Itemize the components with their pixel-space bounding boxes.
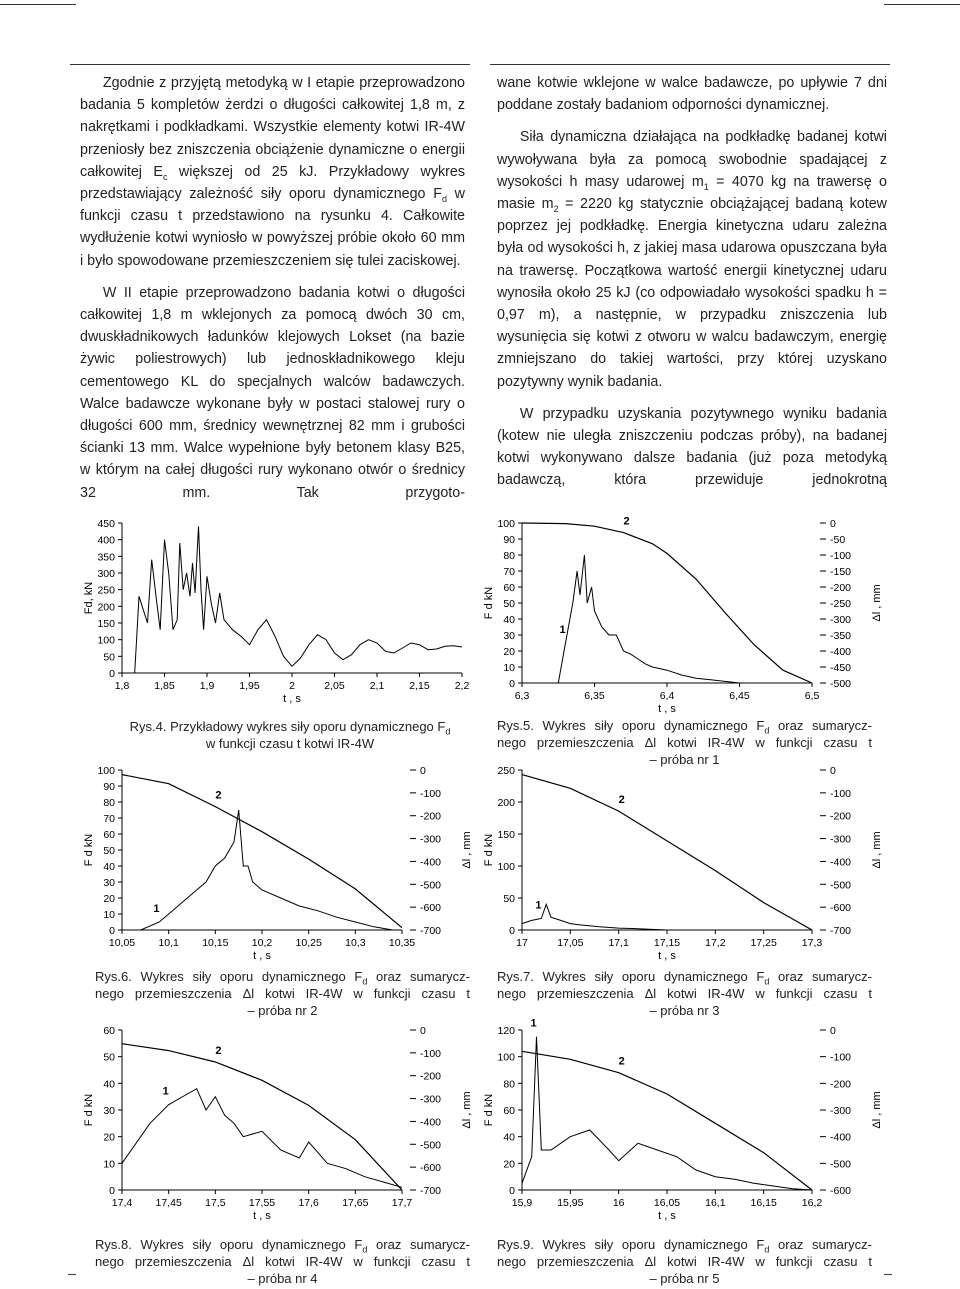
y-tick-label: 0 [109, 925, 115, 937]
x-tick-label: 10,25 [295, 937, 322, 949]
footer-mark-right [884, 1274, 892, 1275]
x-tick-label: 1,9 [199, 680, 215, 692]
y-tick-label: 250 [97, 584, 115, 597]
x-tick-label: 17,45 [155, 1197, 182, 1209]
annotation-2: 2 [215, 1045, 222, 1057]
figure-8 [80, 1022, 480, 1222]
x-tick-label: 2,15 [409, 680, 430, 692]
y-tick-label: 0 [509, 925, 515, 937]
caption-fig4: Rys.4. Przykładowy wykres siły oporu dynamicznego $F_d$ w funkcji czasu t kotwi IR-4W [129, 719, 451, 751]
chart-fig5 [480, 515, 890, 715]
x-axis-label: t , s [658, 950, 676, 962]
caption-fig8: Rys.8. Wykres siły oporu dynamicznego $F_d$ oraz sumarycz- nego przemieszczenia Δl kotwi IR-4W w funkcji czasu t – próba nr 4 [95, 1237, 470, 1286]
y2-tick-label: -300 [830, 614, 852, 626]
y-tick-label: 80 [103, 797, 115, 809]
figure-9 [480, 1017, 890, 1222]
y2-axis-label: Δl , mm [461, 831, 473, 869]
chart-fig6 [80, 762, 480, 962]
y2-tick-label: -700 [420, 1185, 442, 1197]
y2-tick-label: 0 [830, 518, 836, 530]
x-tick-label: 1,85 [154, 680, 175, 692]
y2-tick-label: -500 [420, 879, 442, 892]
x-tick-label: 2,05 [324, 680, 345, 692]
x-tick-label: 17,4 [111, 1197, 133, 1209]
x-tick-label: 2 [289, 680, 295, 692]
y2-tick-label: -100 [420, 1047, 442, 1060]
paragraph: W II etapie przeprowadzono badania kotwi o długości całkowitej 1,8 m wklejonych za pomocą dwóch 30 cm, dwuskładnikowych ładunków klejowych Lokset (na bazie żywic poliestrowych) lub jednoskładnikowego kleju cementowego KL do specjalnych walców badawczych. Walce badawcze wykonane były w postaci stalowej rury o długości 600 mm, średnicy wewnętrznej 82 mm i grubości ścianki 13 mm. Walce wypełnione były betonem klasy B25, w którym na całej długości rury wykonano otwór o średnicy 32 mm. Tak przygoto- [80, 284, 465, 501]
y-tick-label: 30 [103, 1105, 115, 1117]
series-line-1 [122, 810, 393, 930]
y-tick-label: 10 [103, 1158, 115, 1171]
x-tick-label: 10,05 [108, 937, 136, 949]
y-axis-label: F d kN [483, 833, 495, 867]
y-tick-label: 70 [103, 813, 115, 825]
paragraph: wane kotwie wklejone w walce badawcze, po upływie 7 dni poddane zostały badaniom odporności dynamicznej. [497, 75, 887, 114]
x-tick-label: 17,2 [705, 937, 726, 949]
y-tick-label: 60 [103, 1025, 115, 1037]
y2-tick-label: -300 [420, 833, 442, 846]
x-tick-label: 17,5 [205, 1197, 226, 1209]
caption-fig5: Rys.5. Wykres siły oporu dynamicznego $F_d$ oraz sumarycz- nego przemieszczenia Δl kotwi IR-4W w funkcji czasu t – próba nr 1 [497, 718, 872, 767]
x-tick-label: 17,05 [557, 937, 584, 949]
series-line-1 [522, 904, 715, 930]
x-tick-label: 15,95 [557, 1197, 584, 1209]
figure-7 [480, 762, 890, 962]
y2-tick-label: -600 [830, 902, 852, 915]
y-tick-label: 80 [503, 550, 515, 562]
y2-tick-label: -200 [420, 1070, 442, 1083]
x-tick-label: 17,6 [298, 1197, 319, 1209]
y-tick-label: 30 [103, 877, 115, 889]
y2-tick-label: -200 [830, 582, 852, 594]
y2-tick-label: -100 [830, 550, 852, 562]
x-tick-label: 6,4 [659, 690, 675, 702]
x-tick-label: 17,25 [750, 937, 777, 949]
x-tick-label: 10,15 [202, 937, 229, 949]
x-tick-label: 17 [516, 937, 528, 949]
y2-tick-label: -600 [420, 1162, 442, 1175]
y2-axis-label: Δl , mm [871, 584, 883, 622]
series-line-2 [522, 523, 812, 683]
x-axis-label: t , s [253, 1210, 271, 1222]
x-tick-label: 16,15 [750, 1197, 777, 1209]
annotation-2: 2 [618, 1055, 625, 1068]
y-tick-label: 50 [503, 893, 515, 905]
y-tick-label: 40 [503, 1131, 515, 1144]
y2-tick-label: -450 [830, 662, 852, 674]
y-tick-label: 80 [503, 1078, 515, 1091]
y-tick-label: 100 [97, 634, 115, 647]
y2-tick-label: -500 [420, 1139, 442, 1152]
paragraph: Siła dynamiczna działająca na podkładkę badanej kotwi wywoływana była za pomocą swobodnie spadającej z wysokości h masy udarowej $m_1 = 4070$ kg na trawersę o masie $m_2 = 2220$ kg statycznie obciążającej badaną kotew poprzez jej podkładkę. Energia kinetyczna udaru zależna była od wysokości h, z jakiej masa udarowa opuszczana była na trawersę. Początkowa wartość energii kinetycznej udaru wynosiła około 25 kJ (co odpowiadało wysokości spadku h = 0,97 m), a następnie, w przypadku zniszczenia lub wysunięcia się kotwi z otworu w walcu badawczym, energię zmniejszano do takiej wartości, przy której uzyskano pozytywny wynik badania. [497, 129, 887, 390]
x-axis-label: t , s [253, 950, 271, 962]
y2-tick-label: 0 [830, 765, 836, 777]
chart-fig4 [80, 515, 480, 705]
x-tick-label: 10,2 [251, 937, 273, 949]
column-rule-right [490, 64, 890, 65]
y-axis-label: F d kN [83, 833, 95, 867]
y-tick-label: 100 [97, 765, 115, 777]
y-axis-label: F d kN [83, 1093, 95, 1127]
series-line-2 [122, 1044, 402, 1190]
annotation-2: 2 [618, 794, 625, 807]
y-tick-label: 150 [97, 618, 115, 630]
y-tick-label: 60 [503, 1105, 515, 1117]
y-tick-label: 50 [503, 598, 515, 610]
x-tick-label: 1,95 [239, 680, 260, 692]
series-line-Fd [122, 526, 462, 673]
chart-fig9 [480, 1017, 890, 1222]
y2-tick-label: -400 [420, 1116, 442, 1129]
y2-tick-label: 0 [830, 1025, 836, 1037]
y-tick-label: 100 [497, 861, 515, 873]
x-tick-label: 6,35 [584, 690, 605, 702]
paragraph: Zgodnie z przyjętą metodyką w I etapie przeprowadzono badania 5 kompletów żerdzi o długości całkowitej 1,8 m, z nakrętkami i podkładkami. Wszystkie elementy kotwi IR-4W przeniosły bez zniszczenia obciążenie dynamiczne o energii całkowitej $E_c$ większej od 25 kJ. Przykładowy wykres przedstawiający zależność siły oporu dynamicznego $F_d$ w funkcji czasu t przedstawiono na rysunku 4. Całkowite wydłużenie kotwi wyniosło w powyższej próbie około 60 mm i było spowodowane przemieszczeniem się tulei zaciskowej. [80, 75, 465, 269]
header-rule-right [884, 4, 960, 5]
x-tick-label: 16,05 [653, 1197, 681, 1209]
series-line-2 [522, 775, 812, 930]
y-tick-label: 200 [497, 797, 515, 809]
annotation-1: 1 [162, 1085, 169, 1098]
annotation-1: 1 [530, 1017, 537, 1030]
annotation-2: 2 [623, 515, 630, 528]
y2-tick-label: -600 [420, 902, 442, 915]
y-tick-label: 40 [103, 1078, 115, 1091]
x-tick-label: 10,1 [158, 937, 179, 949]
y-tick-label: 120 [497, 1025, 515, 1037]
paragraph: W przypadku uzyskania pozytywnego wyniku badania (kotew nie uległa zniszczeniu podczas próby), na badanej kotwi wykonywano dalsze badania (już poza metodyką badawczą, która przewiduje jednokrotną [497, 405, 887, 489]
y2-tick-label: -500 [830, 678, 852, 690]
annotation-2: 2 [215, 789, 222, 802]
x-tick-label: 17,7 [391, 1197, 413, 1209]
y2-tick-label: 0 [420, 765, 426, 777]
y-tick-label: 40 [503, 614, 515, 626]
x-tick-label: 1,8 [114, 680, 130, 692]
y2-tick-label: -500 [830, 879, 852, 892]
y2-tick-label: -350 [830, 630, 852, 642]
y2-tick-label: -300 [420, 1093, 442, 1106]
x-tick-label: 16 [612, 1197, 625, 1209]
y2-tick-label: -400 [830, 856, 852, 869]
figure-5 [480, 515, 890, 715]
y-tick-label: 150 [497, 829, 515, 841]
x-tick-label: 6,5 [804, 690, 820, 702]
caption-fig6: Rys.6. Wykres siły oporu dynamicznego $F_d$ oraz sumarycz- nego przemieszczenia Δl kotwi IR-4W w funkcji czasu t – próba nr 2 [95, 969, 470, 1018]
x-axis-label: t , s [658, 703, 676, 715]
y2-tick-label: -300 [830, 833, 852, 846]
y-tick-label: 20 [103, 1131, 115, 1144]
series-line-2 [522, 1051, 812, 1190]
y2-tick-label: -100 [420, 787, 442, 800]
x-tick-label: 2,1 [369, 680, 385, 692]
caption-fig9: Rys.9. Wykres siły oporu dynamicznego $F_d$ oraz sumarycz- nego przemieszczenia Δl kotwi IR-4W w funkcji czasu t – próba nr 5 [497, 1237, 872, 1286]
y2-tick-label: -700 [420, 925, 442, 937]
x-tick-label: 17,65 [342, 1197, 369, 1209]
y2-tick-label: -200 [830, 810, 852, 823]
y2-tick-label: 0 [420, 1025, 426, 1037]
y-tick-label: 450 [97, 518, 115, 530]
chart-fig7 [480, 762, 890, 962]
annotation-1: 1 [535, 899, 542, 912]
y2-axis-label: Δl , mm [871, 831, 883, 869]
series-line-2 [122, 775, 402, 928]
footer-mark-left [68, 1274, 76, 1275]
y-tick-label: 90 [503, 534, 515, 546]
y-tick-label: 0 [509, 1185, 515, 1197]
figure-4 [80, 515, 480, 705]
x-tick-label: 16,1 [705, 1197, 726, 1209]
y2-tick-label: -400 [420, 856, 442, 869]
y-tick-label: 20 [103, 893, 115, 905]
y-tick-label: 200 [97, 601, 115, 614]
header-rule-left [0, 4, 76, 5]
y-tick-label: 300 [97, 568, 115, 580]
x-tick-label: 17,15 [653, 937, 681, 949]
y2-axis-label: Δl , mm [871, 1091, 883, 1129]
y-tick-label: 10 [503, 662, 515, 674]
x-tick-label: 15,9 [511, 1197, 533, 1209]
x-tick-label: 16,2 [801, 1197, 823, 1209]
y-tick-label: 70 [503, 566, 515, 578]
y-axis-label: F d kN [483, 586, 495, 620]
y2-tick-label: -600 [830, 1185, 852, 1197]
y-tick-label: 40 [103, 861, 115, 873]
x-tick-label: 10,3 [345, 937, 366, 949]
y-tick-label: 400 [97, 534, 115, 547]
y2-tick-label: -150 [830, 566, 852, 578]
x-tick-label: 6,45 [729, 690, 750, 702]
series-line-1 [522, 555, 754, 683]
caption-fig7: Rys.7. Wykres siły oporu dynamicznego $F_d$ oraz sumarycz- nego przemieszczenia Δl kotwi IR-4W w funkcji czasu t – próba nr 3 [497, 969, 872, 1018]
x-tick-label: 2,2 [454, 680, 470, 692]
y-tick-label: 10 [103, 909, 115, 921]
y-tick-label: 0 [109, 1185, 115, 1197]
x-tick-label: 17,3 [801, 937, 823, 949]
chart-fig8 [80, 1022, 480, 1222]
y2-tick-label: -200 [830, 1078, 852, 1091]
y2-tick-label: -200 [420, 810, 442, 823]
annotation-1: 1 [559, 624, 566, 636]
y-tick-label: 20 [503, 1158, 515, 1171]
series-line-1 [522, 1037, 812, 1190]
y2-tick-label: -700 [830, 925, 852, 937]
x-tick-label: 6,3 [514, 690, 530, 702]
y2-tick-label: -100 [830, 787, 852, 800]
column-rule-left [70, 64, 470, 65]
y2-tick-label: -100 [830, 1051, 852, 1064]
y-tick-label: 60 [503, 582, 515, 594]
y-tick-label: 90 [103, 781, 115, 793]
x-tick-label: 17,1 [608, 937, 629, 949]
y-tick-label: 50 [103, 845, 115, 857]
y2-tick-label: -400 [830, 646, 852, 658]
y-axis-label: Fd, kN [83, 581, 95, 615]
y2-tick-label: -400 [830, 1131, 852, 1144]
y-tick-label: 250 [497, 765, 515, 777]
y-tick-label: 50 [103, 1051, 115, 1064]
y2-tick-label: -50 [830, 534, 846, 546]
y-tick-label: 0 [509, 678, 515, 690]
x-tick-label: 17,55 [248, 1197, 276, 1209]
y2-tick-label: -250 [830, 598, 852, 610]
annotation-1: 1 [153, 903, 160, 915]
x-tick-label: 10,35 [388, 937, 416, 949]
y-tick-label: 100 [497, 518, 515, 530]
text-column-left [80, 72, 465, 504]
series-line-1 [122, 1089, 402, 1188]
y-tick-label: 0 [109, 668, 115, 680]
text-column-right [497, 72, 887, 492]
y-tick-label: 350 [97, 551, 115, 564]
x-axis-label: t , s [283, 693, 301, 705]
y-tick-label: 50 [103, 651, 115, 664]
y2-tick-label: -300 [830, 1105, 852, 1117]
figure-6 [80, 762, 480, 962]
y2-tick-label: -500 [830, 1158, 852, 1171]
y-tick-label: 20 [503, 646, 515, 658]
y-tick-label: 100 [497, 1051, 515, 1064]
y2-axis-label: Δl , mm [461, 1091, 473, 1129]
y-tick-label: 60 [103, 829, 115, 841]
y-tick-label: 30 [503, 630, 515, 642]
x-axis-label: t , s [658, 1210, 676, 1222]
y-axis-label: F d kN [483, 1093, 495, 1127]
